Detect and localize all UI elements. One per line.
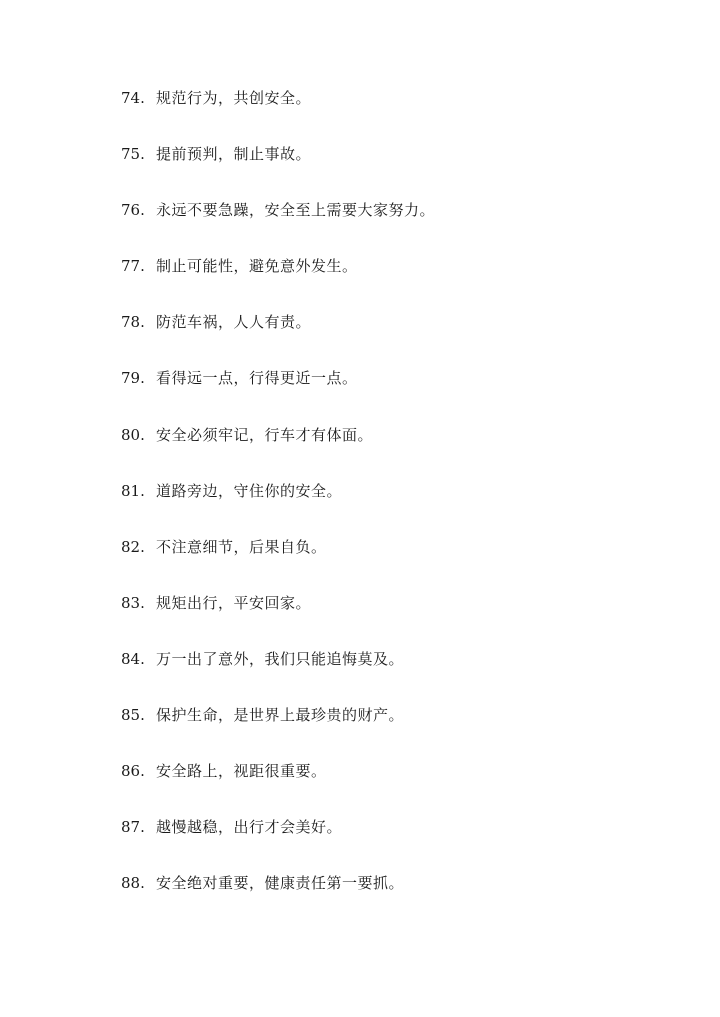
- list-item: [121, 198, 681, 254]
- item-text: 提前预判，制止事故。: [156, 145, 312, 164]
- item-number: 86.: [121, 762, 145, 781]
- list-item: [121, 815, 681, 871]
- item-text: 安全绝对重要，健康责任第一要抓。: [156, 874, 405, 893]
- item-number: 80.: [121, 425, 145, 444]
- slogan-list: [121, 86, 681, 927]
- item-text: 不注意细节，后果自负。: [156, 537, 327, 556]
- list-item: [121, 479, 681, 535]
- item-number: 74.: [121, 89, 145, 107]
- item-number: 88.: [121, 874, 145, 893]
- item-text: 防范车祸，人人有责。: [156, 313, 312, 332]
- item-text: 越慢越稳，出行才会美好。: [156, 818, 343, 837]
- item-number: 79.: [121, 369, 145, 388]
- item-text: 看得远一点，行得更近一点。: [156, 369, 358, 388]
- item-number: 82.: [121, 537, 145, 556]
- item-text: 道路旁边，守住你的安全。: [156, 481, 343, 500]
- item-number: 87.: [121, 818, 145, 837]
- item-text: 规范行为，共创安全。: [156, 89, 312, 107]
- item-text: 永远不要急躁，安全至上需要大家努力。: [156, 201, 436, 220]
- list-item: [121, 871, 681, 927]
- item-number: 76.: [121, 201, 145, 220]
- item-text: 规矩出行，平安回家。: [156, 593, 312, 612]
- item-number: 78.: [121, 313, 145, 332]
- item-text: 安全路上，视距很重要。: [156, 762, 327, 781]
- list-item: [121, 310, 681, 366]
- list-item: [121, 759, 681, 815]
- item-text: 制止可能性，避免意外发生。: [156, 257, 358, 276]
- item-text: 万一出了意外，我们只能追悔莫及。: [156, 649, 405, 668]
- item-number: 77.: [121, 257, 145, 276]
- list-item: [121, 366, 681, 422]
- list-item: [121, 703, 681, 759]
- list-item: [121, 535, 681, 591]
- item-number: 84.: [121, 649, 145, 668]
- item-text: 安全必须牢记，行车才有体面。: [156, 425, 374, 444]
- list-item: [121, 86, 681, 142]
- list-item: [121, 423, 681, 479]
- item-number: 83.: [121, 593, 145, 612]
- list-item: [121, 142, 681, 198]
- item-number: 75.: [121, 145, 145, 164]
- list-item: [121, 591, 681, 647]
- item-number: 81.: [121, 481, 145, 500]
- list-item: [121, 647, 681, 703]
- list-item: [121, 254, 681, 310]
- item-number: 85.: [121, 706, 145, 725]
- item-text: 保护生命，是世界上最珍贵的财产。: [156, 706, 405, 725]
